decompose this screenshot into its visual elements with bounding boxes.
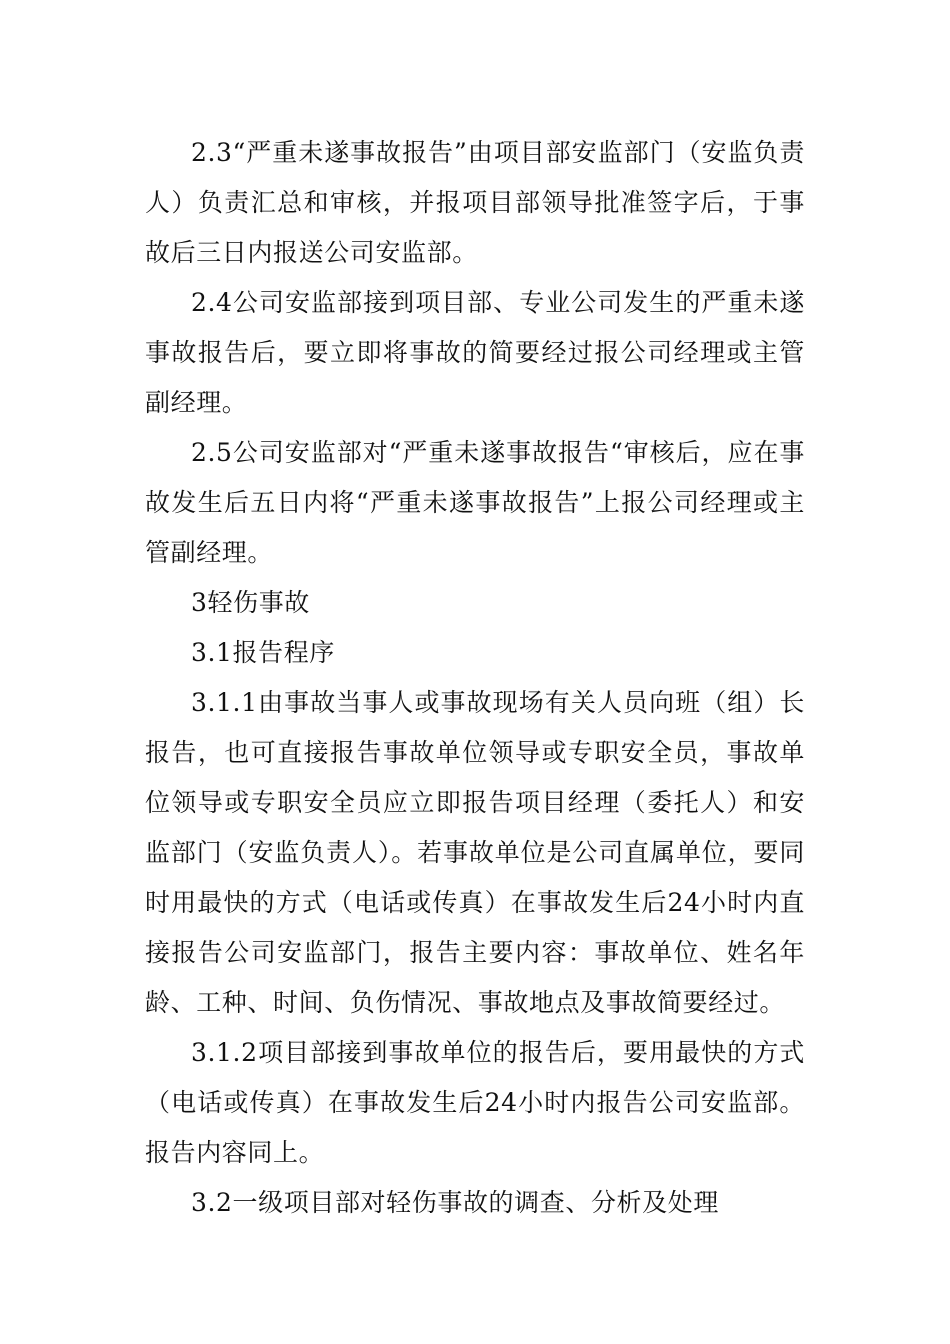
paragraph-2-4: 2.4公司安监部接到项目部、专业公司发生的严重未遂事故报告后，要立即将事故的简要经过报公司经理或主管副经理。 bbox=[145, 288, 805, 417]
document-body bbox=[145, 128, 805, 1228]
paragraph-2-3: 2.3“严重未遂事故报告”由项目部安监部门（安监负责人）负责汇总和审核，并报项目部领导批准签字后，于事故后三日内报送公司安监部。 bbox=[145, 138, 805, 267]
section-heading-3: 3轻伤事故 bbox=[191, 588, 310, 617]
paragraph-3-1-2: 3.1.2项目部接到事故单位的报告后，要用最快的方式（电话或传真）在事故发生后24小时内报告公司安监部。报告内容同上。 bbox=[145, 1038, 805, 1167]
subsection-heading-3-1: 3.1报告程序 bbox=[191, 638, 335, 667]
paragraph-3-1-1: 3.1.1由事故当事人或事故现场有关人员向班（组）长报告，也可直接报告事故单位领导或专职安全员，事故单位领导或专职安全员应立即报告项目经理（委托人）和安监部门（安监负责人）。若事故单位是公司直属单位，要同时用最快的方式（电话或传真）在事故发生后24小时内直接报告公司安监部门，报告主要内容：事故单位、姓名年龄、工种、时间、负伤情况、事故地点及事故简要经过。 bbox=[145, 688, 805, 1017]
subsection-heading-3-2: 3.2一级项目部对轻伤事故的调查、分析及处理 bbox=[191, 1188, 719, 1217]
paragraph-2-5: 2.5公司安监部对“严重未遂事故报告“审核后，应在事故发生后五日内将“严重未遂事故报告”上报公司经理或主管副经理。 bbox=[145, 438, 805, 567]
